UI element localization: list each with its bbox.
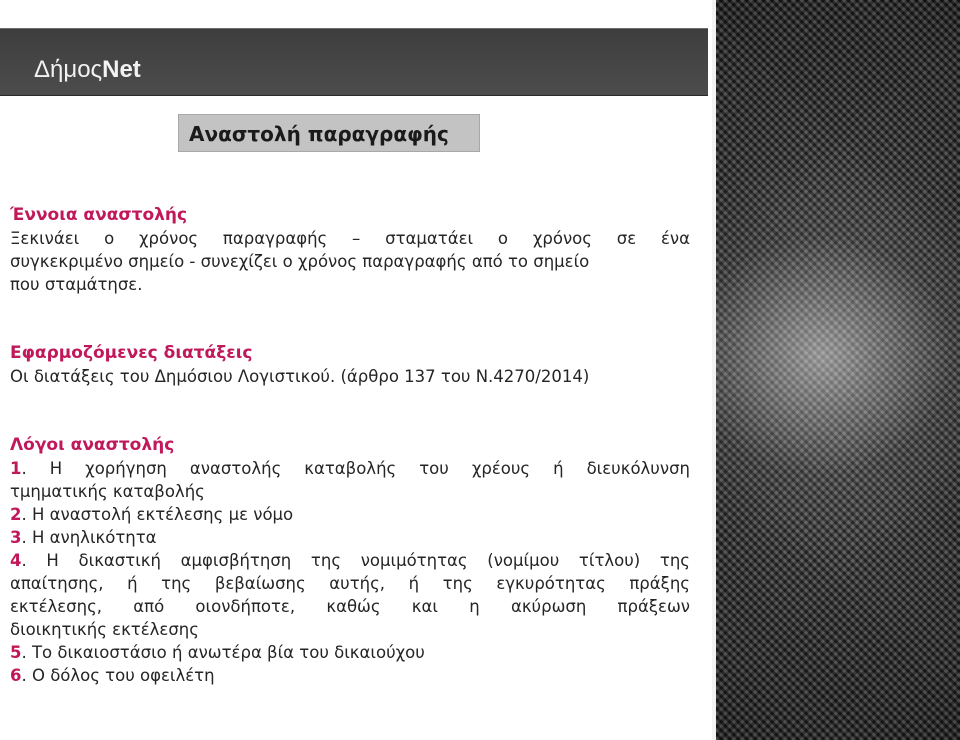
- provisions-line: Οι διατάξεις του Δημόσιου Λογιστικού. (άρθρο 137 του Ν.4270/2014): [10, 367, 590, 386]
- section-provisions: [10, 342, 690, 388]
- reason-4-line-2: απαίτησης, ή της βεβαίωσης αυτής, ή της εγκυρότητας πράξης: [10, 574, 690, 593]
- section-reasons: [10, 434, 690, 687]
- reason-4-number: 4: [10, 551, 22, 570]
- logo-part2: Net: [102, 56, 141, 83]
- reason-1-line-1: [10, 457, 690, 480]
- logo-part1: Δήμος: [34, 56, 103, 83]
- reason-1-line-2: τμηματικής καταβολής: [10, 482, 205, 501]
- reason-2-text: . Η αναστολή εκτέλεσης με νόμο: [21, 505, 294, 524]
- heading-provisions: Εφαρμοζόμενες διατάξεις: [10, 343, 253, 363]
- reason-5-line: [10, 641, 690, 664]
- reason-3-number: 3: [10, 528, 22, 547]
- reason-6-text: . Ο δόλος του οφειλέτη: [21, 666, 215, 685]
- concept-line-2: συγκεκριμένο σημείο - συνεχίζει ο χρόνος παραγραφής από το σημείο: [10, 252, 590, 271]
- reason-1-text-1: . Η χορήγηση αναστολής καταβολής του χρέους ή διευκόλυνση: [21, 459, 690, 478]
- reason-5-number: 5: [10, 643, 22, 662]
- page-title: Αναστολή παραγραφής: [189, 122, 449, 146]
- dimosnet-logo: [34, 56, 141, 84]
- document-body: [10, 204, 690, 687]
- reason-5-text: . Το δικαιοστάσιο ή ανωτέρα βία του δικαιούχου: [21, 643, 425, 662]
- reason-4-line-4: διοικητικής εκτέλεσης: [10, 620, 199, 639]
- reason-2-line: [10, 503, 690, 526]
- reason-6-line: [10, 664, 690, 687]
- concept-line-1: Ξεκινάει ο χρόνος παραγραφής – σταματάει ο χρόνος σε ένα: [10, 229, 690, 248]
- heading-reasons: Λόγοι αναστολής: [10, 435, 175, 455]
- title-box: [178, 114, 480, 152]
- decorative-side-panel: [712, 0, 960, 740]
- concept-line-3: που σταμάτησε.: [10, 275, 143, 294]
- reason-4-text-1: . Η δικαστική αμφισβήτηση της νομιμότητας (νομίμου τίτλου) της: [21, 551, 690, 570]
- reason-3-text: . Η ανηλικότητα: [21, 528, 157, 547]
- reason-1-number: 1: [10, 459, 22, 478]
- reason-4-line-3: εκτέλεσης, από οιονδήποτε, καθώς και η ακύρωση πράξεων: [10, 597, 690, 616]
- reason-3-line: [10, 526, 690, 549]
- reason-2-number: 2: [10, 505, 22, 524]
- reason-6-number: 6: [10, 666, 22, 685]
- reason-4-line-1: [10, 549, 690, 572]
- heading-concept: Έννοια αναστολής: [10, 205, 188, 225]
- section-concept: [10, 204, 690, 296]
